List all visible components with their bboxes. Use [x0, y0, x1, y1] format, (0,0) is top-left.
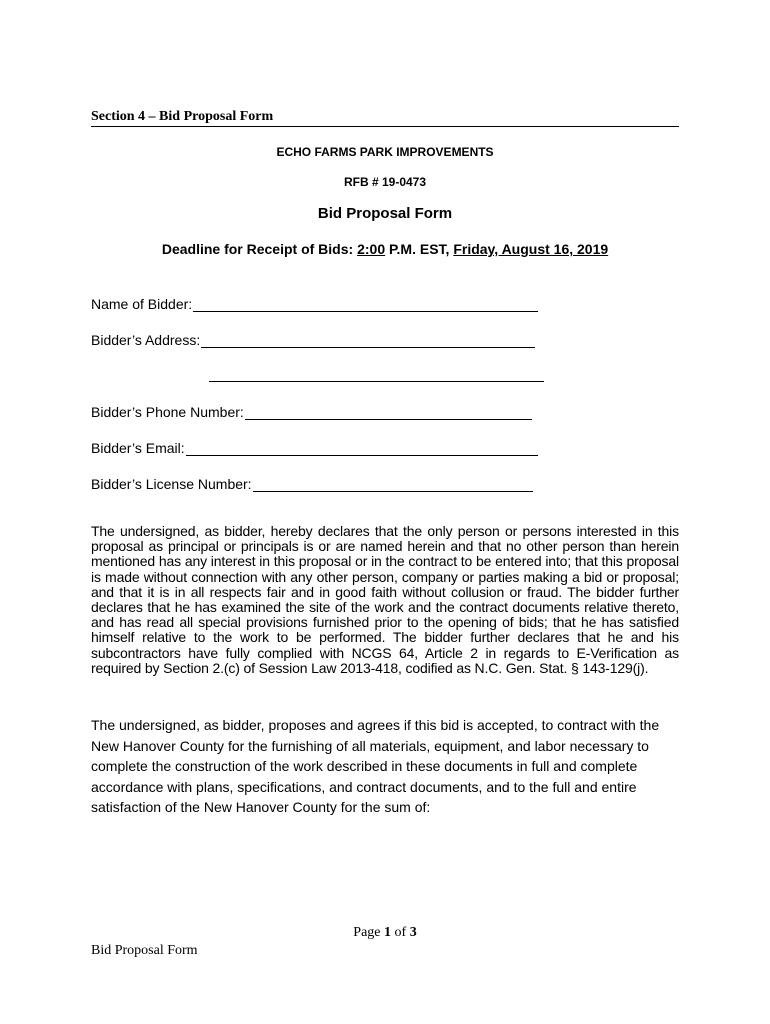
- rfb-number: RFB # 19-0473: [343, 175, 427, 189]
- bidder-address-label: Bidder’s Address:: [91, 332, 201, 348]
- project-title: ECHO FARMS PARK IMPROVEMENTS: [276, 145, 494, 159]
- bidder-email-field[interactable]: [186, 441, 538, 456]
- declaration-paragraph: The undersigned, as bidder, hereby declares that the only person or persons interested in this proposal as principal or principals is or are named herein and that no other person than herein mentioned has any interest in this proposal or in the contract to be entered into; that this proposal is made without connection with any other person, company or parties making a bid or proposal; and that it is in all respects fair and in good faith without collusion or fraud. The bidder further declares that he has examined the site of the work and the contract documents relative thereto, and has read all special provisions furnished prior to the opening of bids; that he has satisfied himself relative to the work to be performed. The bidder further declares that he and his subcontractors have fully complied with NCGS 64, Article 2 in regards to E-Verification as required by Section 2.(c) of Session Law 2013-418, codified as N.C. Gen. Stat. § 143-129(j).: [91, 523, 679, 676]
- proposal-paragraph: The undersigned, as bidder, proposes and agrees if this bid is accepted, to contract with the New Hanover County for the furnishing of all materials, equipment, and labor necessary to complete the construction of the work described in these documents in full and complete accordance with plans, specifications, and contract documents, and to the full and entire satisfaction of the New Hanover County for the sum of:: [91, 717, 660, 815]
- deadline-time: 2:00: [357, 241, 386, 257]
- section-header: [91, 109, 679, 127]
- bidder-name-field[interactable]: [193, 297, 538, 312]
- section-title: Section 4 – Bid Proposal Form: [91, 109, 274, 124]
- deadline-prefix: Deadline for Receipt of Bids:: [161, 241, 358, 257]
- bidder-license-row: [91, 474, 533, 492]
- form-title: Bid Proposal Form: [317, 205, 453, 222]
- footer-doc-name: Bid Proposal Form: [91, 943, 198, 958]
- page-word: Page: [353, 925, 385, 940]
- deadline-mid: P.M. EST,: [385, 241, 454, 257]
- bidder-email-row: [91, 438, 538, 456]
- deadline-date: Friday, August 16, 2019: [453, 241, 609, 257]
- deadline-line: [91, 241, 679, 257]
- bidder-address-field-line2[interactable]: [209, 381, 544, 382]
- bidder-phone-row: [91, 402, 532, 420]
- bidder-name-label: Name of Bidder:: [91, 296, 193, 312]
- bidder-name-row: [91, 294, 538, 312]
- page-number: [0, 925, 770, 941]
- bidder-license-field[interactable]: [253, 477, 533, 492]
- bidder-address-row: [91, 330, 535, 348]
- page-current: 1: [384, 925, 392, 940]
- bidder-phone-field[interactable]: [245, 405, 532, 420]
- bidder-phone-label: Bidder’s Phone Number:: [91, 404, 244, 420]
- bidder-email-label: Bidder’s Email:: [91, 440, 185, 456]
- bidder-address-field[interactable]: [201, 333, 535, 348]
- page-of: of: [391, 925, 410, 940]
- bidder-license-label: Bidder’s License Number:: [91, 476, 252, 492]
- page-total: 3: [409, 925, 417, 940]
